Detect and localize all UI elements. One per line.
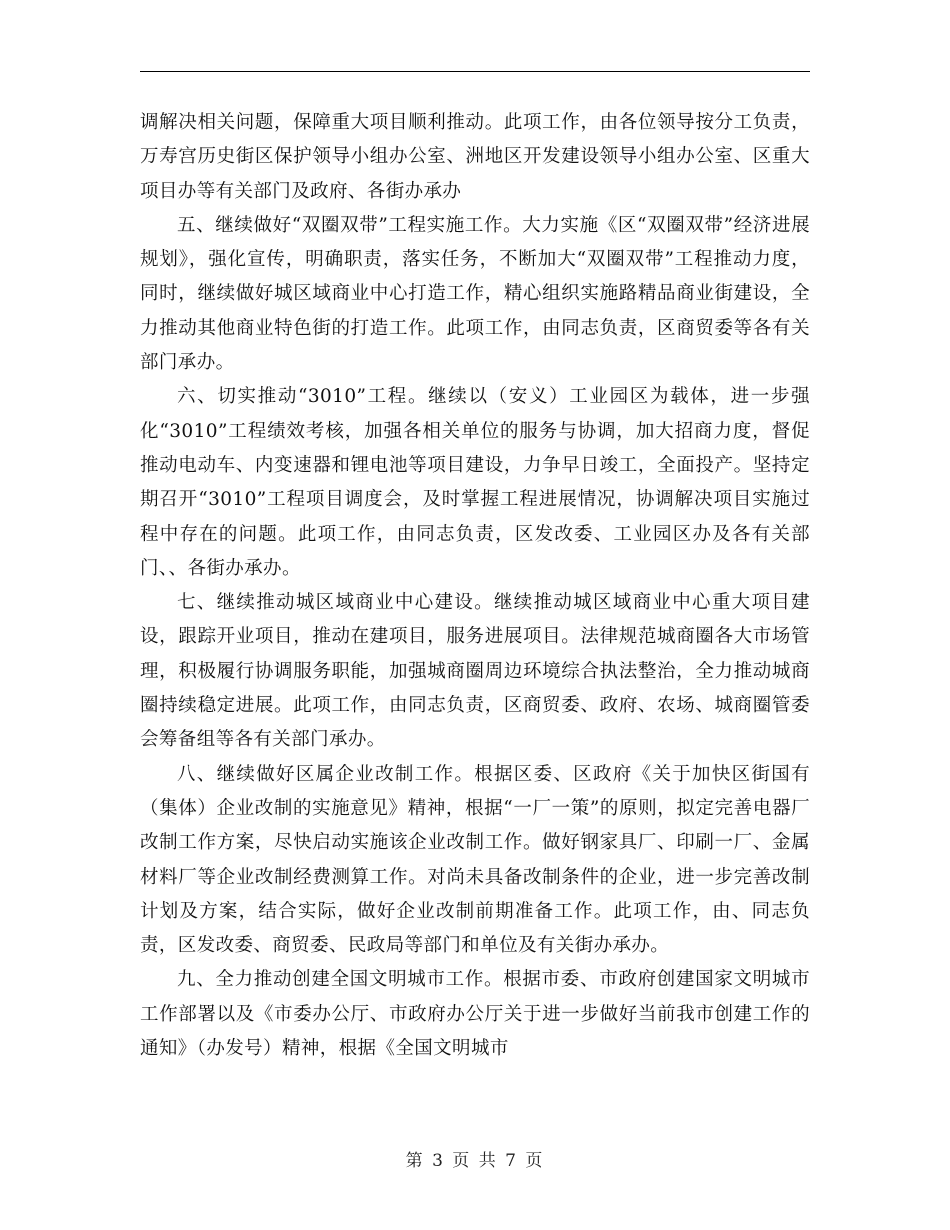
- paragraph-continuation: 调解决相关问题，保障重大项目顺利推动。此项工作，由各位领导按分工负责，万寿宫历史街区保护领导小组办公室、洲地区开发建设领导小组办公室、区重大项目办等有关部门及政府、各街办承办: [140, 112, 810, 202]
- paragraph-item-5: 五、继续做好“双圈双带”工程实施工作。大力实施《区“双圈双带”经济进展规划》，强化宣传，明确职责，落实任务，不断加大“双圈双带”工程推动力度，同时，继续做好城区域商业中心打造工作，精心组织实施路精品商业街建设，全力推动其他商业特色街的打造工作。此项工作，由同志负责，区商贸委等各有关部门承办。: [140, 214, 810, 374]
- header-rule: [140, 71, 810, 72]
- total-pages-number: 7: [505, 1151, 518, 1171]
- paragraph-item-9: 九、全力推动创建全国文明城市工作。根据市委、市政府创建国家文明城市工作部署以及《市委办公厅、市政府办公厅关于进一步做好当前我市创建工作的通知》（办发号）精神，根据《全国文明城市: [140, 969, 810, 1060]
- footer-middle: 页 共: [452, 1151, 498, 1171]
- document-body: [140, 106, 810, 1066]
- page-footer: [0, 1146, 950, 1171]
- footer-prefix: 第: [405, 1151, 425, 1171]
- footer-suffix: 页: [525, 1151, 545, 1171]
- paragraph-item-8: 八、继续做好区属企业改制工作。根据区委、区政府《关于加快区街国有（集体）企业改制的实施意见》精神，根据“一厂一策”的原则，拟定完善电器厂改制工作方案，尽快启动实施该企业改制工作。做好钢家具厂、印刷一厂、金属材料厂等企业改制经费测算工作。对尚未具备改制条件的企业，进一步完善改制计划及方案，结合实际，做好企业改制前期准备工作。此项工作，由、同志负责，区发改委、商贸委、民政局等部门和单位及有关街办承办。: [140, 763, 810, 957]
- current-page-number: 3: [432, 1151, 445, 1171]
- paragraph-item-6: 六、切实推动“3010”工程。继续以（安义）工业园区为载体，进一步强化“3010”工程绩效考核，加强各相关单位的服务与协调，加大招商力度，督促推动电动车、内变速器和锂电池等项目建设，力争早日竣工，全面投产。坚持定期召开“3010”工程项目调度会，及时掌握工程进展情况，协调解决项目实施过程中存在的问题。此项工作，由同志负责，区发改委、工业园区办及各有关部门、、各街办承办。: [140, 386, 810, 579]
- paragraph-item-7: 七、继续推动城区域商业中心建设。继续推动城区域商业中心重大项目建设，跟踪开业项目，推动在建项目，服务进展项目。法律规范城商圈各大市场管理，积极履行协调服务职能，加强城商圈周边环境综合执法整治，全力推动城商圈持续稳定进展。此项工作，由同志负责，区商贸委、政府、农场、城商圈管委会筹备组等各有关部门承办。: [140, 592, 810, 751]
